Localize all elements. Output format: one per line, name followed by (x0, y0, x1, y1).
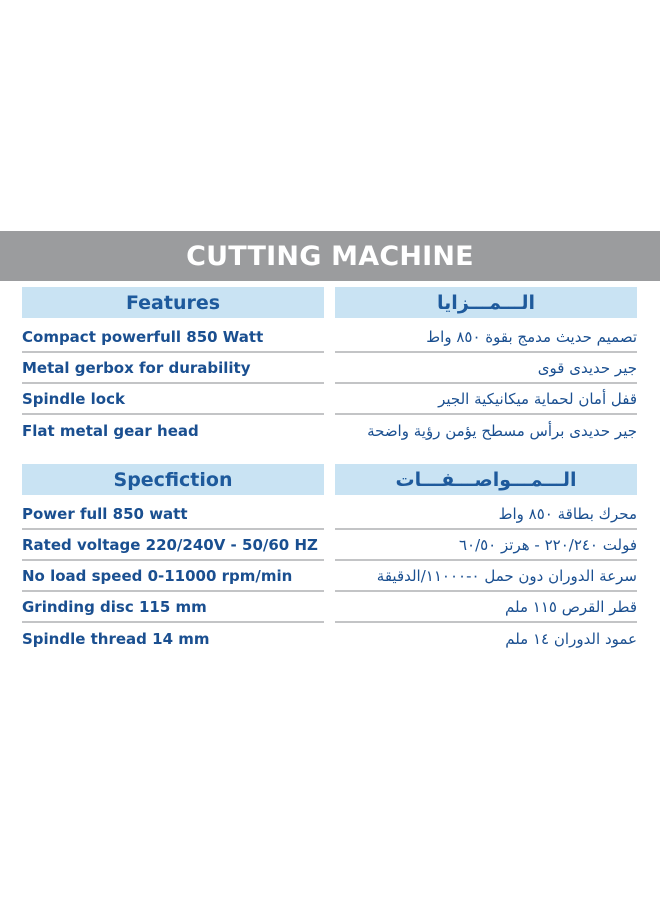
spec-row-ar: سرعة الدوران دون حمل ٠-١١٠٠٠/الدقيقة (335, 561, 637, 592)
features-column-ar (335, 287, 637, 446)
title-bar (0, 231, 660, 281)
features-heading-ar: الـــمـــزايا (335, 287, 637, 318)
spec-row-ar: فولت ٢٢٠/٢٤٠ - هرتز ٦٠/٥٠ (335, 530, 637, 561)
spec-row-en: No load speed 0-11000 rpm/min (22, 561, 324, 592)
feature-row-en: Compact powerfull 850 Watt (22, 322, 324, 353)
spec-row-ar: عمود الدوران ١٤ ملم (505, 629, 637, 648)
spec-row-ar: قطر القرص ١١٥ ملم (335, 592, 637, 623)
feature-row-ar: جير حديدى برأس مسطح يؤمن رؤية واضحة (367, 421, 637, 440)
feature-row-ar: قفل أمان لحماية ميكانيكية الجير (335, 384, 637, 415)
specs-column-ar (335, 464, 637, 654)
features-column-en (22, 287, 324, 446)
feature-row-en: Metal gerbox for durability (22, 353, 324, 384)
spec-row-en: Spindle thread 14 mm (22, 629, 210, 648)
spec-row-en: Grinding disc 115 mm (22, 592, 324, 623)
feature-row-en: Spindle lock (22, 384, 324, 415)
specs-heading-ar: الـــمـــواصـــفـــات (335, 464, 637, 495)
features-heading-en: Features (22, 287, 324, 318)
feature-row-en: Flat metal gear head (22, 421, 199, 440)
specs-heading-en: Specfiction (22, 464, 324, 495)
specs-column-en (22, 464, 324, 654)
spec-row-en: Rated voltage 220/240V - 50/60 HZ (22, 530, 324, 561)
page-title: CUTTING MACHINE (186, 240, 474, 272)
spec-row-en: Power full 850 watt (22, 499, 324, 530)
feature-row-ar: جير حديدى قوى (335, 353, 637, 384)
spec-row-ar: محرك بطاقة ٨٥٠ واط (335, 499, 637, 530)
feature-row-ar: تصميم حديث مدمج بقوة ٨٥٠ واط (335, 322, 637, 353)
